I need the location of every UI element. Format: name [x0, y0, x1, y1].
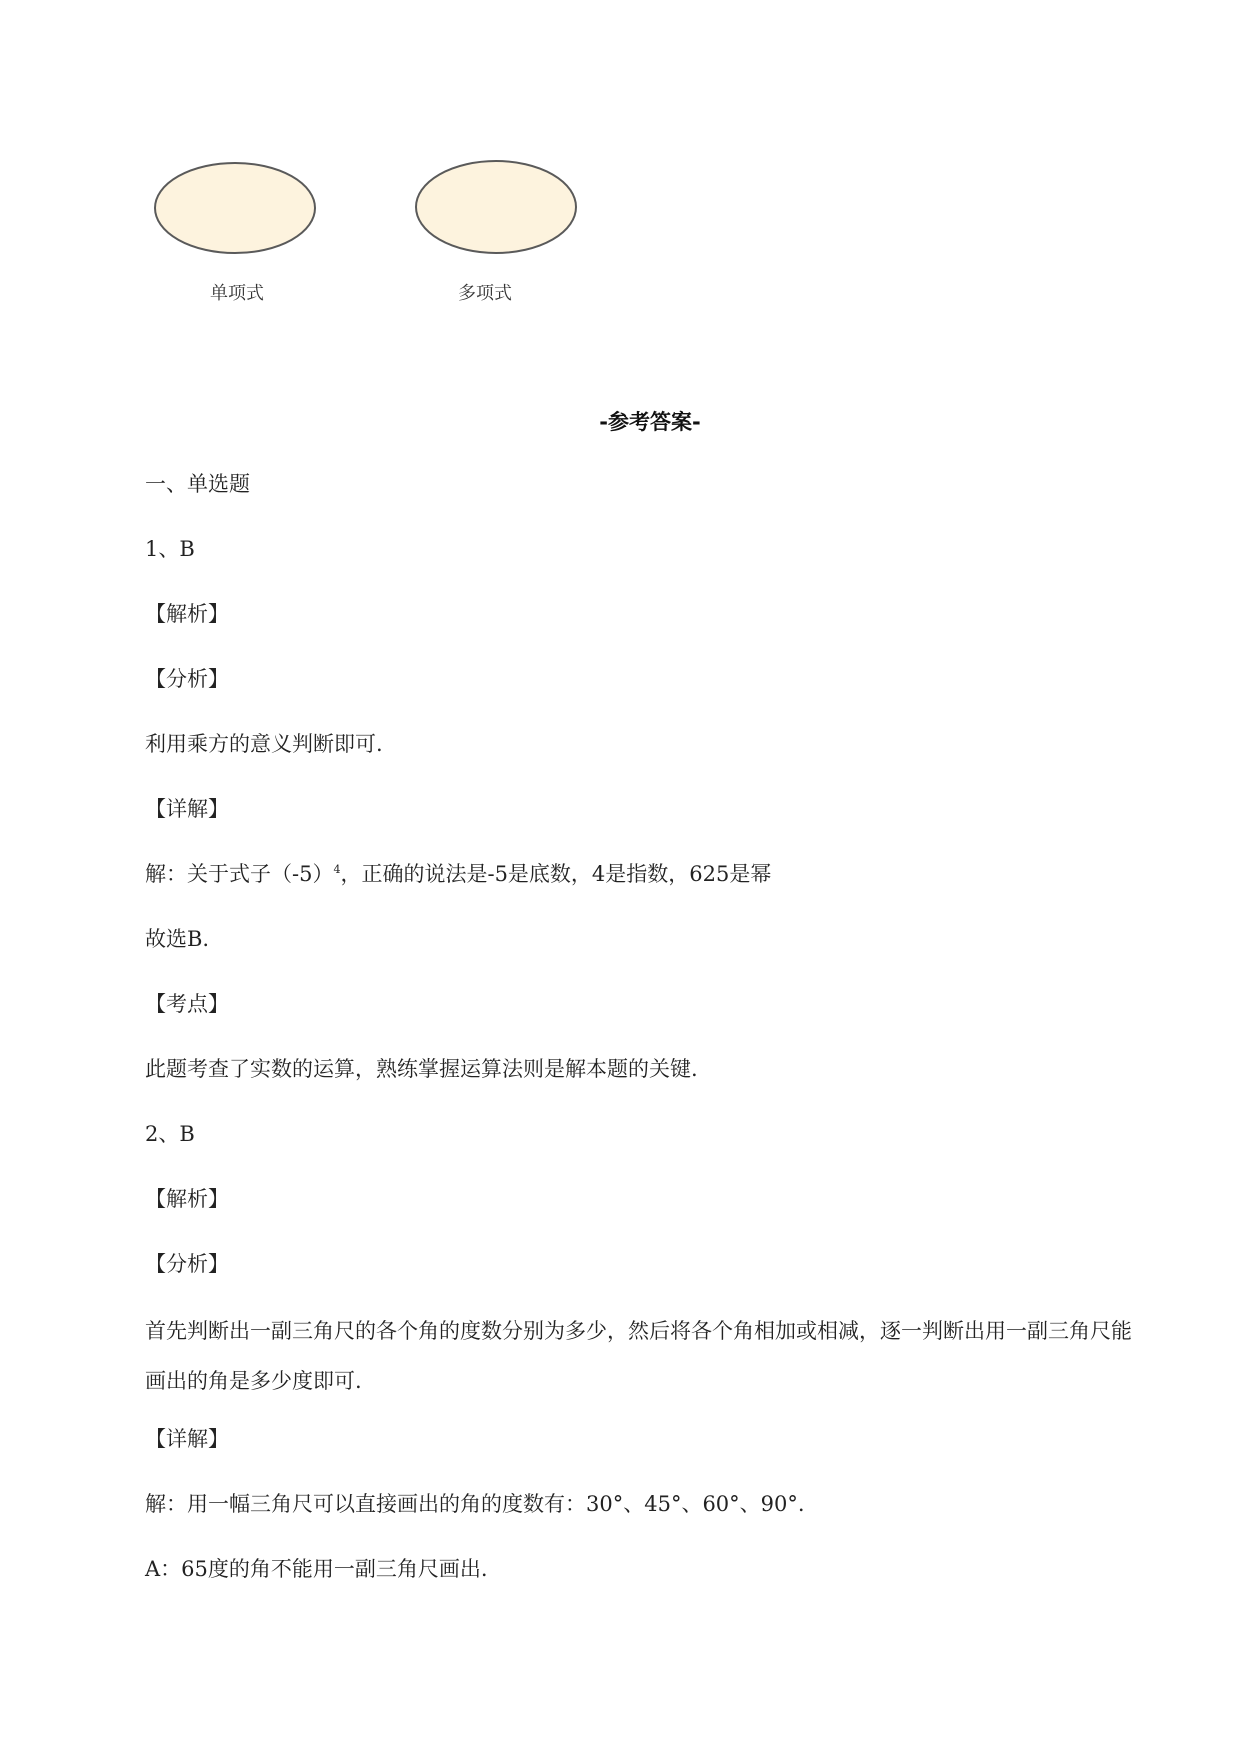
- q2-detail: 解：用一幅三角尺可以直接画出的角的度数有：30°、45°、60°、90°.: [145, 1492, 805, 1516]
- q2-tag-fenxi: 【分析】: [145, 1252, 229, 1276]
- q1-tag-fenxi: 【分析】: [145, 667, 229, 691]
- q2-tag-xiangjie: 【详解】: [145, 1427, 229, 1451]
- q2-analysis: 首先判断出一副三角尺的各个角的度数分别为多少，然后将各个角相加或相减，逐一判断出用一副三角尺能画出的角是多少度即可.: [145, 1319, 1132, 1393]
- q2-option-a: A：65度的角不能用一副三角尺画出.: [145, 1557, 488, 1581]
- q1-detail-after: ，正确的说法是-5是底数，4是指数，625是幂: [340, 862, 772, 886]
- polynomial-label: 多项式: [458, 283, 512, 304]
- q1-analysis: 利用乘方的意义判断即可.: [145, 732, 383, 756]
- section-heading: 一、单选题: [145, 472, 250, 496]
- q1-number: 1、B: [145, 537, 195, 561]
- answer-key-title: -参考答案-: [599, 410, 701, 434]
- q1-kaodian: 此题考查了实数的运算，熟练掌握运算法则是解本题的关键.: [145, 1057, 698, 1081]
- q1-detail: [145, 858, 771, 892]
- q2-tag-jiexi: 【解析】: [145, 1187, 229, 1211]
- monomial-label: 单项式: [210, 283, 264, 304]
- q1-tag-jiexi: 【解析】: [145, 602, 229, 626]
- q1-detail-before: 解：关于式子（-5）: [145, 862, 334, 886]
- q1-detail-exponent: 4: [333, 863, 341, 876]
- monomial-ellipse: [152, 160, 318, 256]
- q1-tag-kaodian: 【考点】: [145, 992, 229, 1016]
- q1-tag-xiangjie: 【详解】: [145, 797, 229, 821]
- q1-conclusion: 故选B.: [145, 927, 210, 951]
- q2-number: 2、B: [145, 1122, 195, 1146]
- polynomial-ellipse: [413, 158, 579, 254]
